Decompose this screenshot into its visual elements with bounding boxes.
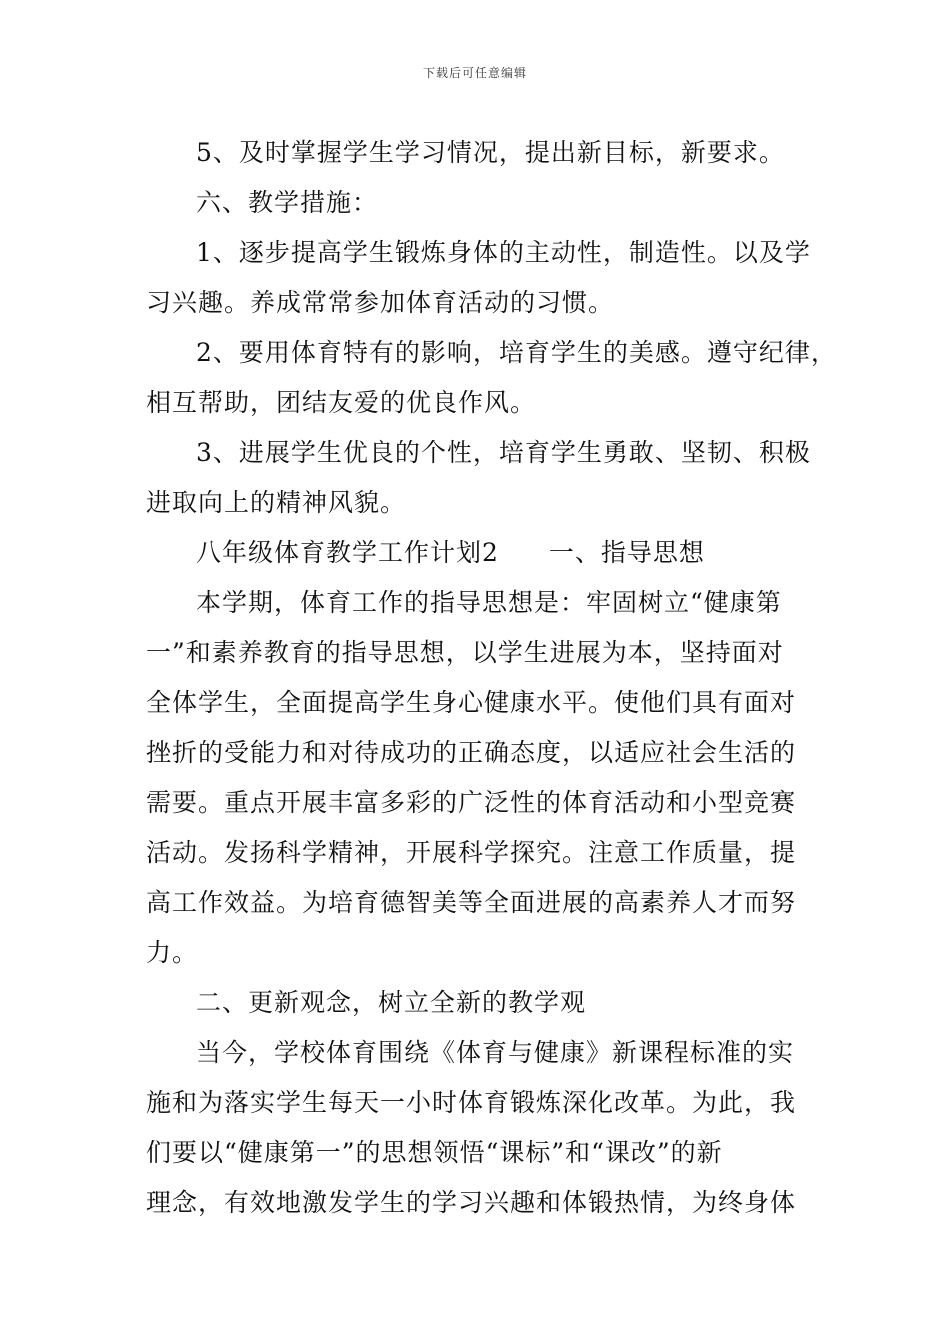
paragraph-line: 2、要用体育特有的影响，培育学生的美感。遵守纪律， bbox=[196, 338, 837, 367]
paragraph-line: 挫折的受能力和对待成功的正确态度，以适应社会生活的 bbox=[146, 738, 797, 767]
paragraph-line: 当今，学校体育围绕《体育与健康》新课程标准的实 bbox=[196, 1038, 795, 1067]
paragraph-line: 本学期，体育工作的指导思想是：牢固树立“健康第 bbox=[196, 588, 782, 617]
paragraph-line: 1、逐步提高学生锻炼身体的主动性，制造性。以及学 bbox=[196, 238, 811, 267]
paragraph-line: 们要以“健康第一”的思想领悟“课标”和“课改”的新 bbox=[146, 1138, 723, 1167]
plan-title-line bbox=[146, 528, 810, 578]
paragraph-line: 全体学生，全面提高学生身心健康水平。使他们具有面对 bbox=[146, 688, 797, 717]
paragraph-line: 理念，有效地激发学生的学习兴趣和体锻热情，为终身体 bbox=[146, 1188, 797, 1217]
paragraph-line: 活动。发扬科学精神，开展科学探究。注意工作质量，提 bbox=[146, 838, 797, 867]
plan-title: 八年级体育教学工作计划2 bbox=[196, 538, 499, 567]
paragraph-line: 高工作效益。为培育德智美等全面进展的高素养人才而努 bbox=[146, 888, 797, 917]
section-heading: 六、教学措施： bbox=[196, 188, 379, 217]
document-body bbox=[146, 128, 837, 1228]
paragraph-line: 施和为落实学生每天一小时体育锻炼深化改革。为此，我 bbox=[146, 1088, 797, 1117]
paragraph-line: 相互帮助，团结友爱的优良作风。 bbox=[146, 388, 537, 417]
paragraph-line: 力。 bbox=[146, 938, 199, 967]
section-heading: 二、更新观念，树立全新的教学观 bbox=[196, 988, 587, 1017]
paragraph-line: 习兴趣。养成常常参加体育活动的习惯。 bbox=[146, 288, 615, 317]
page-header: 下载后可任意编辑 bbox=[422, 66, 527, 80]
section-heading: 一、指导思想 bbox=[548, 538, 705, 567]
paragraph-line: 需要。重点开展丰富多彩的广泛性的体育活动和小型竞赛 bbox=[146, 788, 797, 817]
paragraph-line: 3、进展学生优良的个性，培育学生勇敢、坚韧、积极 bbox=[196, 438, 811, 467]
paragraph-line: 进取向上的精神风貌。 bbox=[146, 488, 407, 517]
paragraph-line: 5、及时掌握学生学习情况，提出新目标，新要求。 bbox=[196, 138, 785, 167]
paragraph-line: 一”和素养教育的指导思想，以学生进展为本，坚持面对 bbox=[146, 638, 784, 667]
